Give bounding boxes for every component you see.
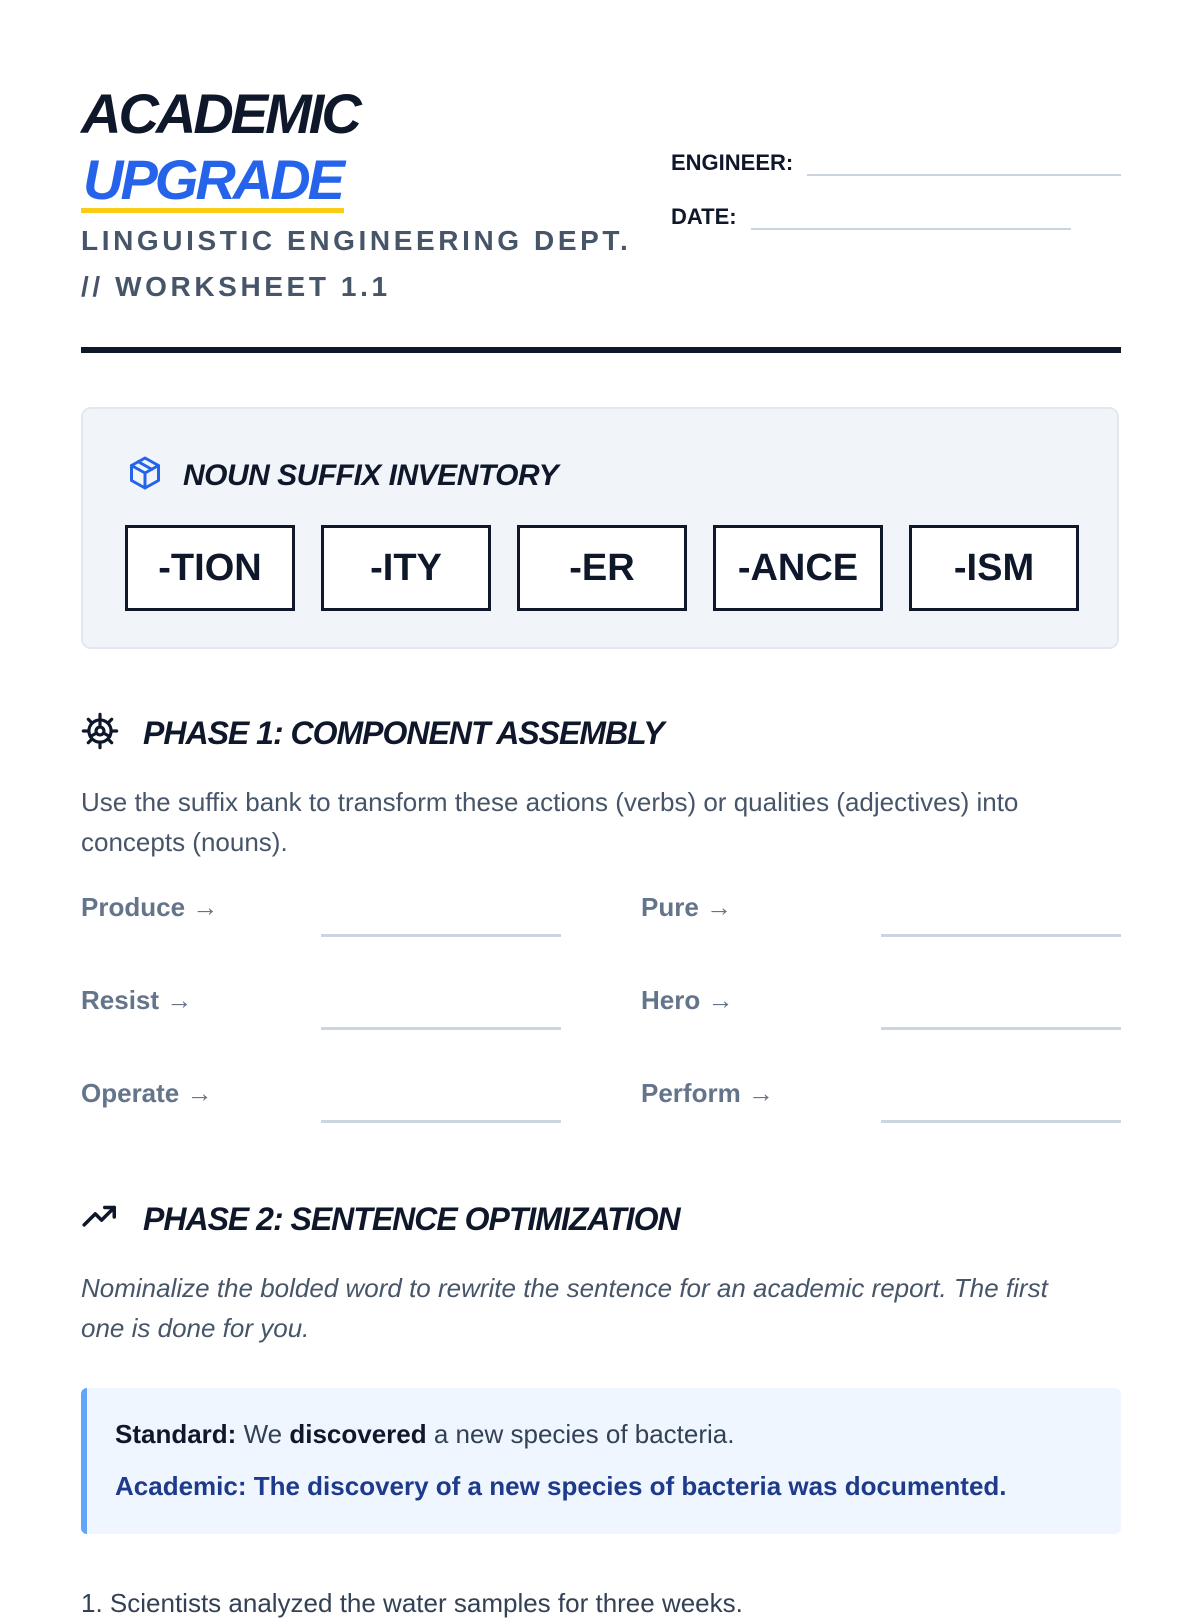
exercise-item: [641, 983, 1121, 1030]
exercise-word: Operate →: [81, 1078, 213, 1108]
phase2-title: PHASE 2: SENTENCE OPTIMIZATION: [143, 1201, 680, 1237]
trend-up-icon: [81, 1198, 119, 1241]
title-line-2: UPGRADE: [83, 148, 343, 211]
suffix-tile: -ISM: [909, 525, 1079, 611]
answer-line[interactable]: [881, 890, 1121, 937]
exercise-item: [81, 1076, 561, 1123]
date-input-line[interactable]: [751, 228, 1071, 230]
exercise-item: [81, 890, 561, 937]
exercise-item: [81, 983, 561, 1030]
exercise-word: Pure →: [641, 892, 733, 922]
example-standard: [115, 1414, 1121, 1454]
engineer-field: [671, 150, 1121, 176]
engineer-label: ENGINEER:: [671, 150, 794, 175]
answer-line[interactable]: [321, 983, 561, 1030]
phase2-header: [81, 1198, 680, 1241]
phase2-instructions: Nominalize the bolded word to rewrite the sentence for an academic report. The first one is done for you.: [81, 1273, 1048, 1343]
answer-line[interactable]: [881, 1076, 1121, 1123]
standard-bold-word: discovered: [289, 1419, 427, 1449]
phase1-instructions: Use the suffix bank to transform these actions (verbs) or qualities (adjectives) into concepts (nouns).: [81, 787, 1019, 857]
worksheet-page: [81, 0, 1121, 1618]
standard-pre: We: [243, 1419, 283, 1449]
exercise-word: Perform →: [641, 1078, 774, 1108]
standard-label: Standard:: [115, 1419, 237, 1449]
exercise-item: [641, 890, 1121, 937]
cube-icon: [127, 455, 163, 496]
example-academic: Academic: The discovery of a new species of bacteria was documented.: [115, 1471, 1007, 1501]
suffix-tile: -TION: [125, 525, 295, 611]
answer-line[interactable]: [321, 890, 561, 937]
worked-example: [81, 1388, 1121, 1534]
exercise-item: [641, 1076, 1121, 1123]
title-line-1: ACADEMIC: [81, 82, 359, 145]
engineer-input-line[interactable]: [807, 174, 1121, 176]
date-label: DATE:: [671, 204, 737, 229]
exercise-word: Resist →: [81, 985, 193, 1015]
suffix-tile: -ER: [517, 525, 687, 611]
suffix-bank: [125, 525, 1079, 611]
answer-line[interactable]: [881, 983, 1121, 1030]
phase1-title: PHASE 1: COMPONENT ASSEMBLY: [143, 715, 664, 751]
suffix-tile: -ITY: [321, 525, 491, 611]
answer-line[interactable]: [321, 1076, 561, 1123]
exercise-word: Produce →: [81, 892, 219, 922]
exercise-word: Hero →: [641, 985, 734, 1015]
standard-post: a new species of bacteria.: [433, 1419, 735, 1449]
header-divider: [81, 347, 1121, 353]
date-field: [671, 204, 1071, 230]
suffix-tile: -ANCE: [713, 525, 883, 611]
phase1-header: [81, 712, 664, 755]
question-1: 1. Scientists analyzed the water samples for three weeks.: [81, 1588, 743, 1618]
gear-icon: [81, 712, 119, 755]
suffix-inventory-panel: [81, 407, 1119, 649]
inventory-title: NOUN SUFFIX INVENTORY: [183, 458, 559, 492]
department-subtitle: LINGUISTIC ENGINEERING DEPT. // WORKSHEET 1.1: [81, 225, 632, 302]
inventory-header: [127, 455, 558, 496]
